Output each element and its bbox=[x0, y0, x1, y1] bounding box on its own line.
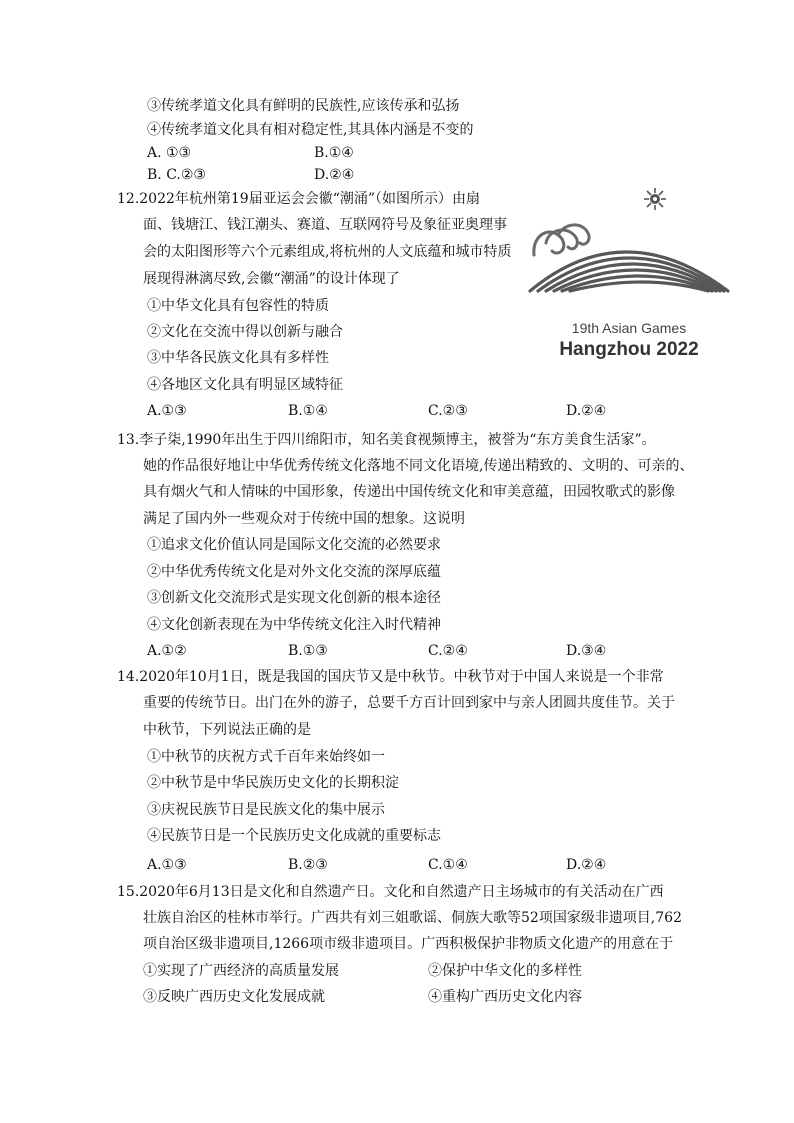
q13-option-c: C.②④ bbox=[428, 643, 468, 659]
q11-item-4: ④传统孝道文化具有相对稳定性,其具体内涵是不变的 bbox=[147, 122, 474, 138]
emblem-caption-line-1: 19th Asian Games bbox=[571, 320, 687, 336]
q12-stem-line-4: 展现得淋漓尽致,会徽“潮涌”的设计体现了 bbox=[143, 271, 400, 287]
q12-stem-line-3: 会的太阳图形等六个元素组成,将杭州的人文底蕴和城市特质 bbox=[143, 244, 512, 260]
q13-stem-line-4: 满足了国内外一些观众对于传统中国的想象。这说明 bbox=[143, 511, 465, 527]
q13-item-4: ④文化创新表现在为中华传统文化注入时代精神 bbox=[147, 617, 441, 633]
q14-item-1: ①中秋节的庆祝方式千百年来始终如一 bbox=[147, 749, 385, 765]
q14-option-a: A.①③ bbox=[147, 857, 187, 873]
q13-option-d: D.③④ bbox=[566, 643, 607, 659]
q14-stem-line-3: 中秋节，下列说法正确的是 bbox=[143, 722, 311, 738]
q13-item-3: ③创新文化交流形式是实现文化创新的根本途径 bbox=[147, 590, 441, 606]
q12-item-2: ②文化在交流中得以创新与融合 bbox=[147, 324, 343, 340]
sun-emblem-icon bbox=[644, 188, 666, 210]
q12-item-3: ③中华各民族文化具有多样性 bbox=[147, 350, 329, 366]
emblem-caption-line-2: Hangzhou 2022 bbox=[559, 339, 699, 360]
q11-option-d: D.②④ bbox=[314, 167, 355, 183]
q12-option-a: A.①③ bbox=[147, 403, 187, 419]
q11-option-c: B. C.②③ bbox=[147, 167, 206, 183]
q11-option-b: B.①④ bbox=[314, 145, 354, 161]
q13-item-1: ①追求文化价值认同是国际文化交流的必然要求 bbox=[147, 537, 441, 553]
q12-stem-line-2: 面、钱塘江、钱江潮头、赛道、互联网符号及象征亚奥理事 bbox=[143, 217, 507, 233]
q14-option-b: B.②③ bbox=[288, 857, 328, 873]
q14-item-2: ②中秋节是中华民族历史文化的长期积淀 bbox=[147, 775, 399, 791]
q11-item-3: ③传统孝道文化具有鲜明的民族性,应该传承和弘扬 bbox=[147, 98, 460, 114]
q12-option-b: B.①④ bbox=[288, 403, 328, 419]
q14-option-d: D.②④ bbox=[566, 857, 607, 873]
q15-stem-line-1: 15.2020年6月13日是文化和自然遗产日。文化和自然遗产日主场城市的有关活动在广西 bbox=[117, 884, 664, 900]
q13-stem-line-3: 具有烟火气和人情味的中国形象，传递出中国传统文化和审美意蕴，田园牧歌式的影像 bbox=[143, 484, 675, 500]
q13-stem-line-1: 13.李子柒,1990年出生于四川绵阳市，知名美食视频博主，被誉为“东方美食生活家”。 bbox=[117, 432, 656, 448]
q15-item-4: ④重构广西历史文化内容 bbox=[428, 989, 582, 1005]
q15-item-1: ①实现了广西经济的高质量发展 bbox=[143, 963, 339, 979]
q13-option-a: A.①② bbox=[147, 643, 187, 659]
q14-item-3: ③庆祝民族节日是民族文化的集中展示 bbox=[147, 802, 385, 818]
q15-item-3: ③反映广西历史文化发展成就 bbox=[143, 989, 325, 1005]
q15-stem-line-2: 壮族自治区的桂林市举行。广西共有刘三姐歌谣、侗族大歌等52项国家级非遗项目,762 bbox=[143, 910, 682, 926]
q14-stem-line-2: 重要的传统节日。出门在外的游子，总要千方百计回到家中与亲人团圆共度佳节。关于 bbox=[143, 695, 675, 711]
q12-option-c: C.②③ bbox=[428, 403, 468, 419]
q15-item-2: ②保护中华文化的多样性 bbox=[428, 963, 582, 979]
q13-option-b: B.①③ bbox=[288, 643, 328, 659]
q15-stem-line-3: 项自治区级非遗项目,1266项市级非遗项目。广西积极保护非物质文化遗产的用意在于 bbox=[143, 936, 674, 952]
asian-games-emblem-image bbox=[524, 183, 734, 361]
q13-stem-line-2: 她的作品很好地让中华优秀传统文化落地不同文化语境,传递出精致的、文明的、可亲的、 bbox=[143, 458, 694, 474]
q12-item-4: ④各地区文化具有明显区域特征 bbox=[147, 377, 343, 393]
q13-item-2: ②中华优秀传统文化是对外文化交流的深厚底蕴 bbox=[147, 564, 441, 580]
q12-item-1: ①中华文化具有包容性的特质 bbox=[147, 298, 329, 314]
q12-option-d: D.②④ bbox=[566, 403, 607, 419]
q11-option-a: A. ①③ bbox=[147, 145, 192, 161]
q12-stem-line-1: 12.2022年杭州第19届亚运会会徽“潮涌”（如图所示）由扇 bbox=[117, 191, 481, 207]
q14-option-c: C.①④ bbox=[428, 857, 468, 873]
q14-item-4: ④民族节日是一个民族历史文化成就的重要标志 bbox=[147, 828, 441, 844]
q14-stem-line-1: 14.2020年10月1日，既是我国的国庆节又是中秋节。中秋节对于中国人来说是一个非常 bbox=[117, 669, 664, 685]
